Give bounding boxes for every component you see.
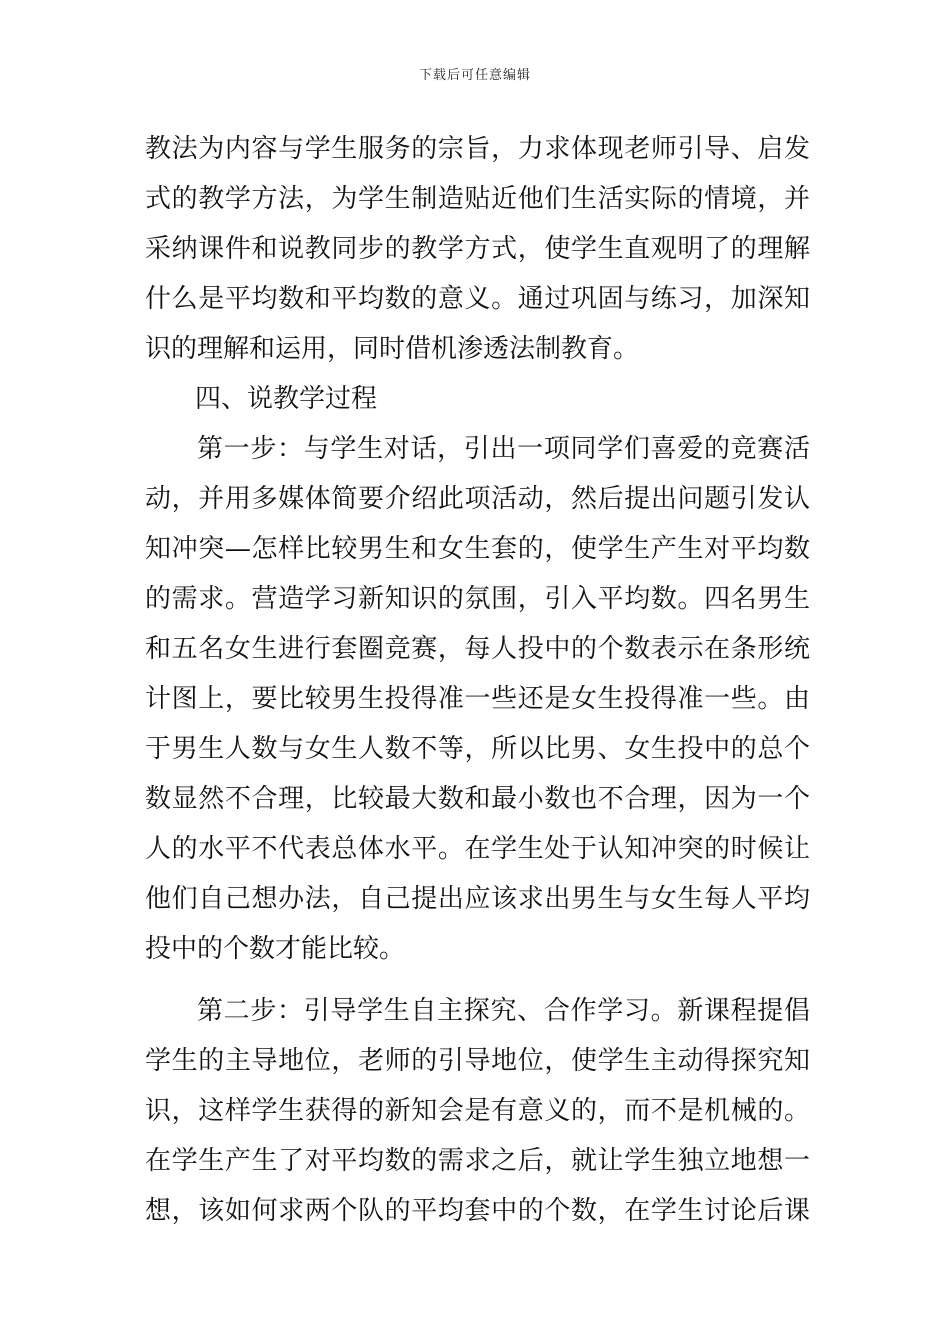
paragraph-line: 采纳课件和说教同步的教学方式，使学生直观明了的理解 — [145, 234, 810, 264]
paragraph-line: 识的理解和运用，同时借机渗透法制教育。 — [145, 334, 640, 364]
paragraph-line: 人的水平不代表总体水平。在学生处于认知冲突的时候让 — [145, 834, 810, 864]
paragraph-line: 在学生产生了对平均数的需求之后，就让学生独立地想一 — [145, 1146, 810, 1176]
paragraph-line: 学生的主导地位，老师的引导地位，使学生主动得探究知 — [145, 1046, 810, 1076]
paragraph-line: 动，并用多媒体简要介绍此项活动，然后提出问题引发认 — [145, 484, 810, 514]
header-note: 下载后可任意编辑 — [418, 68, 531, 83]
paragraph-line: 于男生人数与女生人数不等，所以比男、女生投中的总个 — [145, 734, 810, 764]
paragraph-line: 投中的个数才能比较。 — [145, 934, 406, 964]
paragraph-line: 想，该如何求两个队的平均套中的个数，在学生讨论后课 — [145, 1196, 810, 1226]
paragraph-line: 第一步：与学生对话，引出一项同学们喜爱的竞赛活 — [197, 434, 810, 464]
paragraph-line: 知冲突—怎样比较男生和女生套的，使学生产生对平均数 — [145, 534, 810, 564]
paragraph-line: 计图上，要比较男生投得准一些还是女生投得准一些。由 — [145, 684, 810, 714]
paragraph-line: 他们自己想办法，自己提出应该求出男生与女生每人平均 — [145, 884, 810, 914]
paragraph-line: 的需求。营造学习新知识的氛围，引入平均数。四名男生 — [145, 584, 810, 614]
paragraph-line: 和五名女生进行套圈竞赛，每人投中的个数表示在条形统 — [145, 634, 810, 664]
paragraph-line: 什么是平均数和平均数的意义。通过巩固与练习，加深知 — [145, 284, 810, 314]
paragraph-line: 数显然不合理，比较最大数和最小数也不合理，因为一个 — [145, 784, 810, 814]
paragraph-line: 式的教学方法，为学生制造贴近他们生活实际的情境，并 — [145, 184, 810, 214]
section-heading: 四、说教学过程 — [195, 384, 378, 414]
paragraph-line: 第二步：引导学生自主探究、合作学习。新课程提倡 — [197, 996, 810, 1026]
paragraph-line: 教法为内容与学生服务的宗旨，力求体现老师引导、启发 — [145, 134, 810, 164]
body-text — [145, 124, 810, 1236]
paragraph-line: 识，这样学生获得的新知会是有意义的，而不是机械的。 — [145, 1096, 810, 1126]
